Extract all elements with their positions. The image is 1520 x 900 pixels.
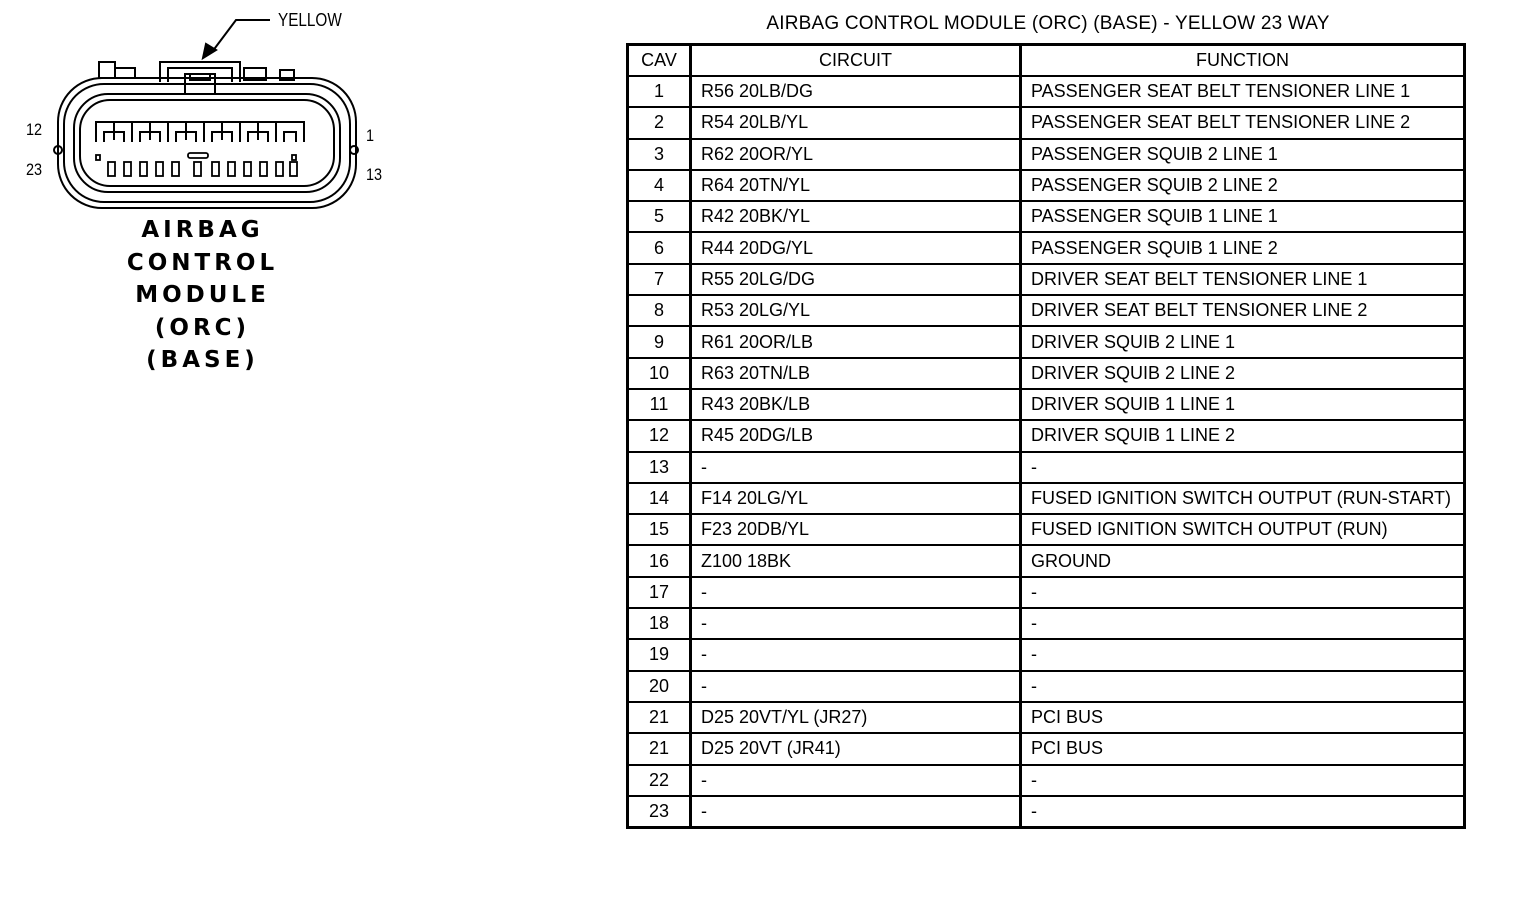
- table-row: [628, 264, 1465, 295]
- table-row: [628, 139, 1465, 170]
- function-cell: -: [1021, 577, 1465, 608]
- function-cell: DRIVER SQUIB 2 LINE 1: [1021, 326, 1465, 357]
- circuit-cell: -: [691, 452, 1021, 483]
- table-row: [628, 765, 1465, 796]
- cav-cell: 3: [628, 139, 691, 170]
- cav-cell: 10: [628, 358, 691, 389]
- circuit-cell: D25 20VT (JR41): [691, 733, 1021, 764]
- cav-cell: 19: [628, 639, 691, 670]
- circuit-cell: -: [691, 608, 1021, 639]
- module-name-line: MODULE: [135, 282, 270, 308]
- table-title: AIRBAG CONTROL MODULE (ORC) (BASE) - YELLOW 23 WAY: [766, 13, 1330, 34]
- table-row: [628, 420, 1465, 451]
- circuit-cell: R55 20LG/DG: [691, 264, 1021, 295]
- circuit-cell: -: [691, 671, 1021, 702]
- connector-face-drawing: [0, 0, 420, 220]
- connector-diagram: [0, 0, 420, 400]
- table-row: [628, 76, 1465, 107]
- header-cav: CAV: [628, 45, 691, 77]
- circuit-cell: R53 20LG/YL: [691, 295, 1021, 326]
- pin-label-23: 23: [26, 160, 43, 179]
- table-row: [628, 545, 1465, 576]
- table-row: [628, 232, 1465, 263]
- circuit-cell: -: [691, 639, 1021, 670]
- function-cell: DRIVER SQUIB 1 LINE 1: [1021, 389, 1465, 420]
- circuit-cell: R63 20TN/LB: [691, 358, 1021, 389]
- module-name: [100, 214, 305, 377]
- circuit-cell: -: [691, 796, 1021, 828]
- function-cell: DRIVER SQUIB 1 LINE 2: [1021, 420, 1465, 451]
- header-function: FUNCTION: [1021, 45, 1465, 77]
- function-cell: PASSENGER SEAT BELT TENSIONER LINE 2: [1021, 107, 1465, 138]
- pin-label-13: 13: [366, 165, 383, 184]
- connector-housing: [54, 78, 358, 208]
- circuit-cell: R62 20OR/YL: [691, 139, 1021, 170]
- table-row: [628, 326, 1465, 357]
- circuit-cell: Z100 18BK: [691, 545, 1021, 576]
- circuit-cell: R54 20LB/YL: [691, 107, 1021, 138]
- cav-cell: 7: [628, 264, 691, 295]
- function-cell: PASSENGER SQUIB 1 LINE 2: [1021, 232, 1465, 263]
- function-cell: PASSENGER SQUIB 1 LINE 1: [1021, 201, 1465, 232]
- cav-cell: 5: [628, 201, 691, 232]
- cav-cell: 9: [628, 326, 691, 357]
- cav-cell: 21: [628, 733, 691, 764]
- module-name-line: AIRBAG: [141, 217, 264, 243]
- cav-cell: 23: [628, 796, 691, 828]
- function-cell: FUSED IGNITION SWITCH OUTPUT (RUN-START): [1021, 483, 1465, 514]
- table-body: [628, 76, 1465, 828]
- circuit-cell: D25 20VT/YL (JR27): [691, 702, 1021, 733]
- circuit-cell: R42 20BK/YL: [691, 201, 1021, 232]
- cav-cell: 1: [628, 76, 691, 107]
- cav-cell: 16: [628, 545, 691, 576]
- function-cell: PASSENGER SEAT BELT TENSIONER LINE 1: [1021, 76, 1465, 107]
- table-row: [628, 483, 1465, 514]
- circuit-cell: -: [691, 577, 1021, 608]
- cav-cell: 15: [628, 514, 691, 545]
- table-row: [628, 170, 1465, 201]
- table-row: [628, 201, 1465, 232]
- terminal-row-upper: [96, 122, 304, 142]
- cav-cell: 4: [628, 170, 691, 201]
- cav-cell: 11: [628, 389, 691, 420]
- circuit-cell: -: [691, 765, 1021, 796]
- circuit-cell: F14 20LG/YL: [691, 483, 1021, 514]
- function-cell: PCI BUS: [1021, 733, 1465, 764]
- pinout-table: [626, 43, 1466, 829]
- circuit-cell: R64 20TN/YL: [691, 170, 1021, 201]
- function-cell: -: [1021, 765, 1465, 796]
- table-row: [628, 107, 1465, 138]
- table-row: [628, 702, 1465, 733]
- module-name-line: (BASE): [146, 347, 259, 373]
- cav-cell: 2: [628, 107, 691, 138]
- function-cell: DRIVER SEAT BELT TENSIONER LINE 2: [1021, 295, 1465, 326]
- table-row: [628, 671, 1465, 702]
- function-cell: -: [1021, 671, 1465, 702]
- circuit-cell: R44 20DG/YL: [691, 232, 1021, 263]
- table-row: [628, 733, 1465, 764]
- cav-cell: 12: [628, 420, 691, 451]
- function-cell: -: [1021, 796, 1465, 828]
- header-circuit: CIRCUIT: [691, 45, 1021, 77]
- function-cell: PASSENGER SQUIB 2 LINE 1: [1021, 139, 1465, 170]
- cav-cell: 13: [628, 452, 691, 483]
- function-cell: -: [1021, 639, 1465, 670]
- table-header-row: [628, 45, 1465, 77]
- cav-cell: 14: [628, 483, 691, 514]
- function-cell: GROUND: [1021, 545, 1465, 576]
- function-cell: -: [1021, 452, 1465, 483]
- table-row: [628, 389, 1465, 420]
- function-cell: PCI BUS: [1021, 702, 1465, 733]
- cav-cell: 21: [628, 702, 691, 733]
- circuit-cell: F23 20DB/YL: [691, 514, 1021, 545]
- cav-cell: 8: [628, 295, 691, 326]
- table-row: [628, 577, 1465, 608]
- table-row: [628, 796, 1465, 828]
- function-cell: DRIVER SQUIB 2 LINE 2: [1021, 358, 1465, 389]
- connector-color-label: YELLOW: [278, 10, 342, 30]
- cav-cell: 18: [628, 608, 691, 639]
- circuit-cell: R56 20LB/DG: [691, 76, 1021, 107]
- table-row: [628, 514, 1465, 545]
- pin-label-1: 1: [366, 126, 375, 145]
- pin-label-12: 12: [26, 120, 43, 139]
- function-cell: FUSED IGNITION SWITCH OUTPUT (RUN): [1021, 514, 1465, 545]
- circuit-cell: R61 20OR/LB: [691, 326, 1021, 357]
- cav-cell: 22: [628, 765, 691, 796]
- function-cell: -: [1021, 608, 1465, 639]
- table-row: [628, 358, 1465, 389]
- circuit-cell: R43 20BK/LB: [691, 389, 1021, 420]
- cav-cell: 20: [628, 671, 691, 702]
- cav-cell: 6: [628, 232, 691, 263]
- circuit-cell: R45 20DG/LB: [691, 420, 1021, 451]
- terminal-row-lower: [96, 153, 297, 176]
- function-cell: PASSENGER SQUIB 2 LINE 2: [1021, 170, 1465, 201]
- color-leader-line: [203, 20, 270, 58]
- function-cell: DRIVER SEAT BELT TENSIONER LINE 1: [1021, 264, 1465, 295]
- table-row: [628, 608, 1465, 639]
- module-name-line: (ORC): [154, 314, 251, 341]
- table-row: [628, 639, 1465, 670]
- module-name-line: CONTROL: [126, 249, 279, 276]
- cav-cell: 17: [628, 577, 691, 608]
- table-row: [628, 295, 1465, 326]
- table-row: [628, 452, 1465, 483]
